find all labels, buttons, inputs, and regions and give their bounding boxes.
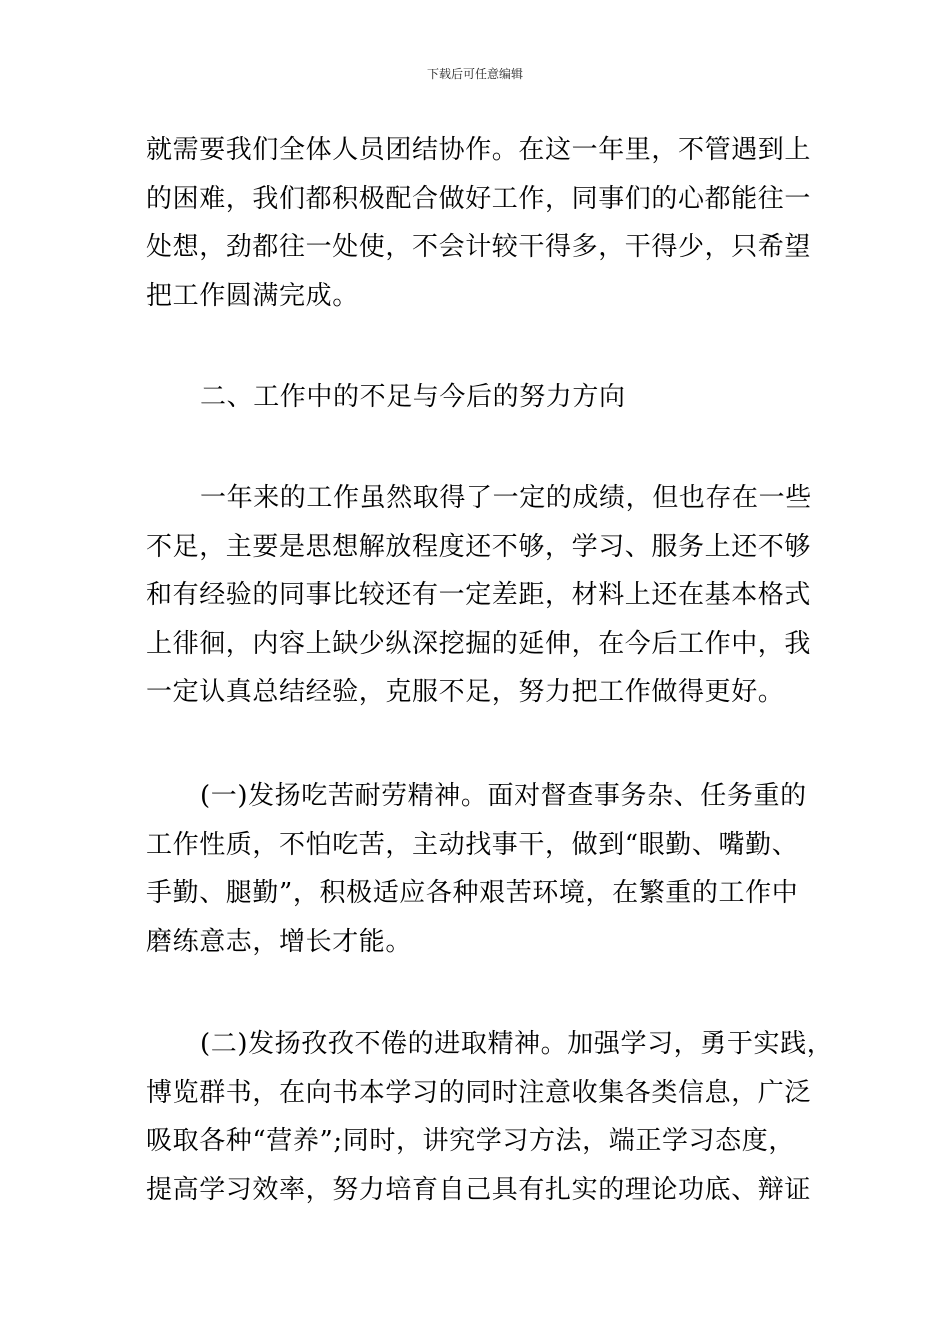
text-line: 工作性质，不怕吃苦，主动找事干，做到“眼勤、嘴勤、 — [146, 829, 799, 860]
paragraph-hardwork — [146, 772, 814, 966]
text-line: (一)发扬吃苦耐劳精神。面对督查事务杂、任务重的 — [200, 781, 807, 811]
text-line: 提高学习效率，努力培育自己具有扎实的理论功底、辩证 — [146, 1174, 812, 1205]
paragraph-teamwork — [146, 126, 814, 320]
text-line: 和有经验的同事比较还有一定差距，材料上还在基本格式 — [146, 580, 812, 610]
text-line: (二)发扬孜孜不倦的进取精神。加强学习，勇于实践， — [200, 1029, 834, 1059]
section-heading-text: 二、工作中的不足与今后的努力方向 — [200, 382, 626, 412]
header-note: 下载后可任意编辑 — [426, 67, 523, 81]
text-line: 就需要我们全体人员团结协作。在这一年里，不管遇到上 — [146, 135, 812, 165]
paragraph-shortcomings — [146, 474, 814, 717]
section-heading — [146, 373, 814, 422]
text-line: 一定认真总结经验，克服不足，努力把工作做得更好。 — [146, 677, 785, 707]
text-line: 吸取各种“营养”;同时，讲究学习方法，端正学习态度， — [146, 1126, 795, 1156]
text-line: 不足，主要是思想解放程度还不够，学习、服务上还不够 — [146, 531, 812, 562]
paragraph-enterprising — [146, 1020, 834, 1214]
text-line: 手勤、腿勤”，积极适应各种艰苦环境，在繁重的工作中 — [146, 878, 799, 908]
text-line: 的困难，我们都积极配合做好工作，同事们的心都能往一 — [146, 183, 812, 214]
text-line: 博览群书，在向书本学习的同时注意收集各类信息，广泛 — [146, 1077, 812, 1108]
text-line: 处想，劲都往一处使，不会计较干得多，干得少，只希望 — [146, 232, 812, 262]
text-line: 把工作圆满完成。 — [146, 280, 359, 311]
text-line: 上徘徊，内容上缺少纵深挖掘的延伸，在今后工作中，我 — [146, 628, 812, 659]
text-line: 磨练意志，增长才能。 — [146, 926, 413, 957]
text-line: 一年来的工作虽然取得了一定的成绩，但也存在一些 — [200, 483, 812, 513]
